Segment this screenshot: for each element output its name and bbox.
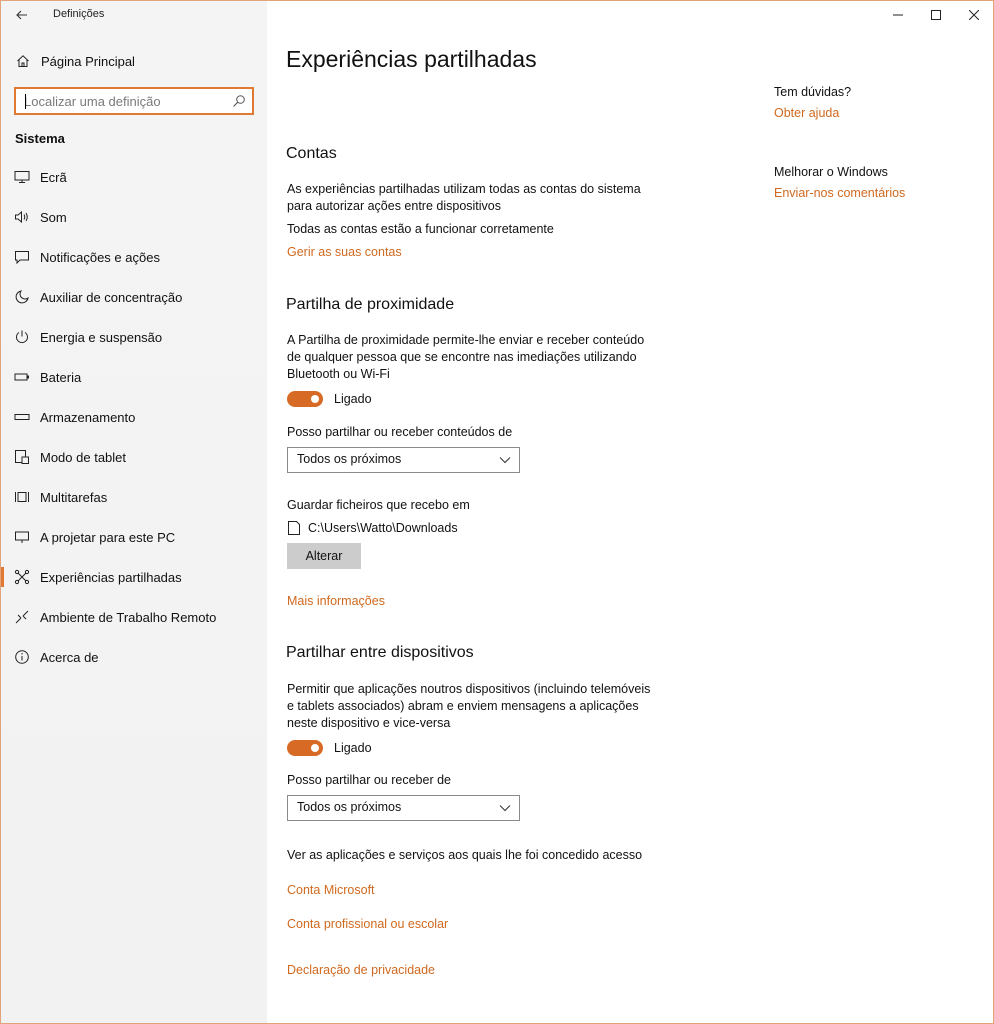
cross-device-toggle[interactable]	[287, 740, 323, 756]
sidebar-item-label: Experiências partilhadas	[40, 569, 182, 585]
help-section	[774, 85, 851, 120]
accounts-description: As experiências partilhadas utilizam todas as contas do sistema para autorizar ações entre dispositivos	[287, 182, 641, 213]
sidebar-item-shared-experiences[interactable]	[1, 557, 267, 597]
sidebar-item-label: Energia e suspensão	[40, 329, 163, 345]
sidebar-item-projecting[interactable]	[1, 517, 267, 557]
sidebar-item-about[interactable]	[1, 637, 267, 677]
change-folder-button[interactable]: Alterar	[287, 543, 361, 569]
microsoft-account-link[interactable]: Conta Microsoft	[287, 883, 375, 897]
monitor-icon	[13, 168, 31, 186]
dropdown-value: Todos os próximos	[297, 452, 402, 466]
sidebar-item-label: Modo de tablet	[40, 449, 127, 465]
minimize-icon	[893, 10, 903, 20]
multitask-icon	[13, 488, 31, 506]
sidebar-item-battery[interactable]	[1, 357, 267, 397]
nearby-share-label: Posso partilhar ou receber conteúdos de	[287, 425, 513, 439]
toggle-state-label: Ligado	[334, 392, 372, 406]
home-label: Página Principal	[41, 53, 135, 69]
cross-device-description: Permitir que aplicações noutros dispositivos (incluindo telemóveis e tablets associados) abram e enviem mensagens a aplicações neste dispositivo e vice-versa	[287, 682, 651, 730]
sidebar-item-notifications[interactable]	[1, 237, 267, 277]
section-title: Sistema	[15, 131, 65, 146]
toggle-state-label: Ligado	[334, 741, 372, 755]
sidebar-item-tablet-mode[interactable]	[1, 437, 267, 477]
privacy-statement-link[interactable]: Declaração de privacidade	[287, 963, 436, 977]
sidebar-item-label: Auxiliar de concentração	[40, 289, 183, 305]
close-button[interactable]	[955, 1, 993, 29]
active-indicator	[1, 567, 4, 587]
toggle-knob	[311, 744, 319, 752]
sidebar-item-label: Som	[40, 209, 67, 225]
feedback-section	[774, 165, 905, 200]
search-input[interactable]	[16, 89, 224, 113]
search-icon[interactable]	[232, 94, 246, 108]
close-icon	[969, 10, 979, 20]
sidebar-item-power[interactable]	[1, 317, 267, 357]
sidebar-item-storage[interactable]	[1, 397, 267, 437]
shared-experiences-icon	[13, 568, 31, 586]
sidebar-item-label: Acerca de	[40, 649, 99, 665]
speaker-icon	[13, 208, 31, 226]
sidebar-item-label: A projetar para este PC	[40, 529, 176, 545]
cross-device-heading: Partilhar entre dispositivos	[286, 644, 474, 661]
nearby-sharing-toggle-row	[287, 389, 372, 409]
cross-device-toggle-row	[287, 738, 372, 758]
power-icon	[13, 328, 31, 346]
get-help-link[interactable]: Obter ajuda	[774, 106, 840, 120]
remote-desktop-icon	[13, 608, 31, 626]
info-icon	[13, 648, 31, 666]
nearby-sharing-toggle[interactable]	[287, 391, 323, 407]
home-icon	[15, 53, 31, 69]
text-caret	[25, 94, 26, 109]
help-question: Tem dúvidas?	[774, 85, 852, 99]
accounts-status: Todas as contas estão a funcionar corretamente	[287, 222, 554, 236]
save-path-row	[287, 519, 458, 537]
send-feedback-link[interactable]: Enviar-nos comentários	[774, 186, 906, 200]
manage-accounts-link[interactable]: Gerir as suas contas	[287, 245, 402, 259]
save-files-label: Guardar ficheiros que recebo em	[287, 498, 470, 512]
project-icon	[13, 528, 31, 546]
app-title: Definições	[53, 8, 105, 20]
nearby-sharing-description: A Partilha de proximidade permite-lhe enviar e receber conteúdo de qualquer pessoa que se encontre nas imediações utilizando Bluetooth ou Wi-Fi	[287, 333, 645, 381]
back-arrow-icon	[16, 10, 28, 20]
tablet-icon	[13, 448, 31, 466]
sidebar-item-label: Ecrã	[40, 169, 67, 185]
sidebar-item-focus-assist[interactable]	[1, 277, 267, 317]
title-bar	[1, 1, 267, 29]
access-text: Ver as aplicações e serviços aos quais lhe foi concedido acesso	[287, 848, 643, 862]
chevron-down-icon	[499, 802, 511, 814]
moon-icon	[13, 288, 31, 306]
sidebar-item-label: Notificações e ações	[40, 249, 160, 265]
minimize-button[interactable]	[879, 1, 917, 29]
cross-device-share-label: Posso partilhar ou receber de	[287, 773, 451, 787]
battery-icon	[13, 368, 31, 386]
nearby-share-dropdown[interactable]	[287, 447, 520, 473]
maximize-button[interactable]	[917, 1, 955, 29]
sidebar	[1, 1, 267, 1023]
improve-windows-label: Melhorar o Windows	[774, 165, 888, 179]
notification-icon	[13, 248, 31, 266]
sidebar-item-display[interactable]	[1, 157, 267, 197]
back-button[interactable]	[11, 5, 33, 25]
nearby-sharing-heading: Partilha de proximidade	[286, 296, 455, 313]
sidebar-item-multitasking[interactable]	[1, 477, 267, 517]
save-path: C:\Users\Watto\Downloads	[308, 521, 458, 535]
sidebar-item-label: Ambiente de Trabalho Remoto	[40, 609, 217, 625]
home-nav-item[interactable]	[1, 47, 267, 75]
more-info-link[interactable]: Mais informações	[287, 594, 385, 608]
search-box[interactable]	[14, 87, 254, 115]
chevron-down-icon	[499, 454, 511, 466]
sidebar-item-sound[interactable]	[1, 197, 267, 237]
document-icon	[287, 520, 301, 536]
cross-device-share-dropdown[interactable]	[287, 795, 520, 821]
toggle-knob	[311, 395, 319, 403]
maximize-icon	[931, 10, 941, 20]
caption-buttons	[879, 1, 993, 29]
sidebar-item-label: Armazenamento	[40, 409, 136, 425]
work-account-link[interactable]: Conta profissional ou escolar	[287, 917, 449, 931]
sidebar-nav	[1, 157, 267, 677]
sidebar-item-label: Bateria	[40, 369, 82, 385]
page-title: Experiências partilhadas	[286, 46, 537, 72]
dropdown-value: Todos os próximos	[297, 800, 402, 814]
accounts-heading: Contas	[286, 145, 337, 162]
sidebar-item-remote-desktop[interactable]	[1, 597, 267, 637]
storage-icon	[13, 408, 31, 426]
sidebar-item-label: Multitarefas	[40, 489, 108, 505]
